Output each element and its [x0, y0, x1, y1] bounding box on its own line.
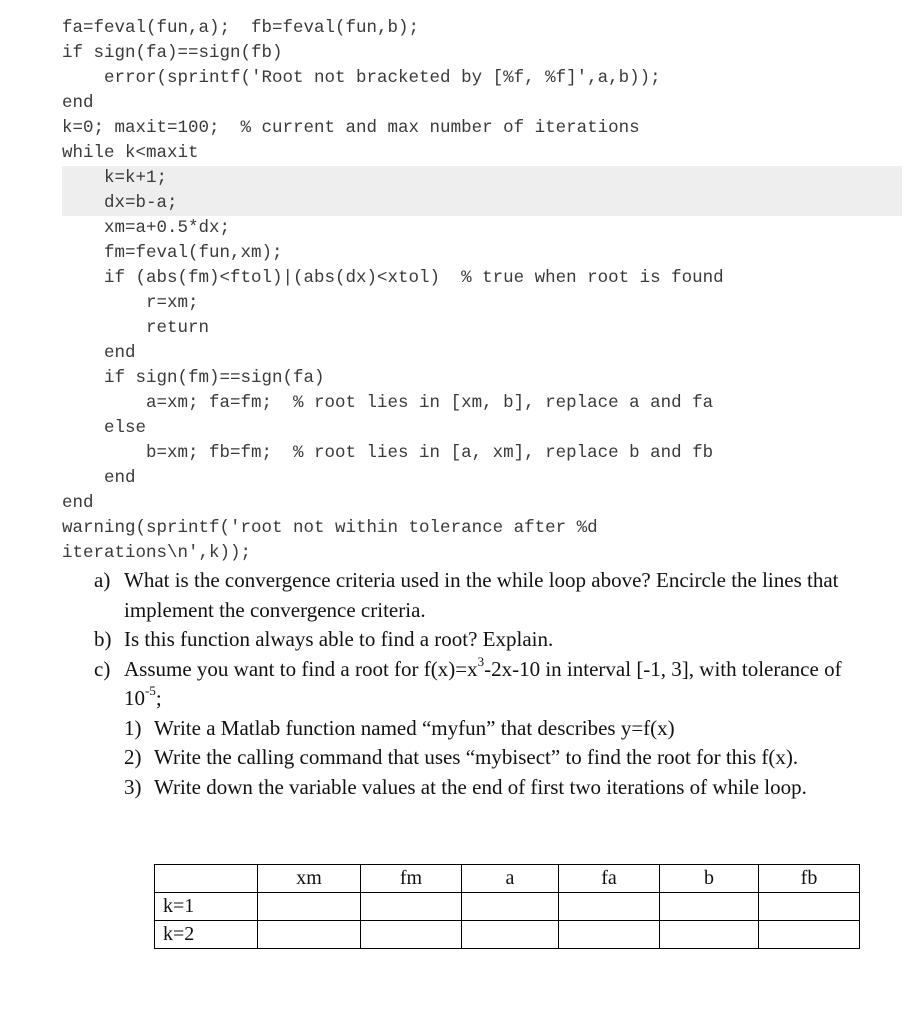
- question-text: Assume you want to find a root for f(x)=x: [124, 656, 478, 681]
- table-cell[interactable]: [660, 921, 759, 949]
- question-text: What is the convergence criteria used in the while loop above? Encircle the lines that implement the convergence criteria.: [124, 568, 839, 622]
- code-listing: [62, 16, 902, 566]
- question-a: [0, 566, 854, 625]
- code-line: end: [62, 493, 94, 513]
- table-header: fb: [759, 865, 860, 893]
- table-header: b: [660, 865, 759, 893]
- table-header: xm: [258, 865, 361, 893]
- exponent: -5: [145, 683, 156, 698]
- code-line: b=xm; fb=fm; % root lies in [a, xm], replace b and fb: [62, 443, 714, 463]
- sub-question-marker: 3): [124, 774, 142, 799]
- sub-question-marker: 1): [124, 715, 142, 740]
- code-line: warning(sprintf('root not within tolerance after %d: [62, 518, 598, 538]
- table-row-label: k=1: [155, 893, 258, 921]
- question-b: [0, 625, 854, 655]
- table-row-label: k=2: [155, 921, 258, 949]
- code-line: k=0; maxit=100; % current and max number of iterations: [62, 118, 640, 138]
- sub-question-text: Write the calling command that uses “mybisect” to find the root for this f(x).: [154, 745, 799, 769]
- table-cell[interactable]: [759, 921, 860, 949]
- code-line: fm=feval(fun,xm);: [62, 243, 283, 263]
- table-cell[interactable]: [462, 893, 559, 921]
- table-row: [155, 893, 860, 921]
- table-header: [155, 865, 258, 893]
- table-cell[interactable]: [462, 921, 559, 949]
- code-line: while k<maxit: [62, 143, 199, 163]
- code-line: if sign(fm)==sign(fa): [62, 368, 325, 388]
- table-cell[interactable]: [759, 893, 860, 921]
- code-line: end: [62, 468, 136, 488]
- code-line: dx=b-a;: [62, 191, 902, 216]
- sub-question-text: Write a Matlab function named “myfun” that describes y=f(x): [154, 715, 675, 740]
- table-header: fm: [361, 865, 462, 893]
- table-cell[interactable]: [559, 921, 660, 949]
- table-header: fa: [559, 865, 660, 893]
- table-cell[interactable]: [258, 921, 361, 949]
- table-cell[interactable]: [559, 893, 660, 921]
- code-line: fa=feval(fun,a); fb=feval(fun,b);: [62, 18, 420, 38]
- question-marker: a): [94, 568, 111, 592]
- table-row: [155, 921, 860, 949]
- question-c: [0, 655, 854, 714]
- question-text: Is this function always able to find a root? Explain.: [124, 627, 554, 651]
- code-line: end: [62, 343, 136, 363]
- sub-question-2: [0, 743, 854, 773]
- exponent: 3: [477, 653, 485, 669]
- question-text: ;: [155, 686, 162, 710]
- code-line: return: [62, 318, 210, 338]
- table-cell[interactable]: [361, 893, 462, 921]
- code-line: error(sprintf('Root not bracketed by [%f, %f]',a,b));: [62, 68, 661, 88]
- question-marker: b): [94, 627, 112, 651]
- table-header-row: [155, 865, 860, 893]
- iteration-table: [154, 864, 860, 949]
- code-line: xm=a+0.5*dx;: [62, 218, 231, 238]
- sub-question-1: [0, 714, 854, 744]
- code-line: k=k+1;: [62, 166, 902, 191]
- code-line: a=xm; fa=fm; % root lies in [xm, b], replace a and fa: [62, 393, 714, 413]
- code-line: if sign(fa)==sign(fb): [62, 43, 283, 63]
- question-text: -2x-10 in interval [-1, 3], with tolerance of 10: [124, 656, 842, 710]
- sub-question-3: [0, 773, 854, 803]
- code-line: end: [62, 93, 94, 113]
- sub-question-marker: 2): [124, 745, 142, 769]
- table-header: a: [462, 865, 559, 893]
- code-line: if (abs(fm)<ftol)|(abs(dx)<xtol) % true when root is found: [62, 268, 724, 288]
- sub-question-text: Write down the variable values at the end of first two iterations of while loop.: [154, 774, 807, 799]
- question-marker: c): [94, 656, 111, 681]
- table-cell[interactable]: [361, 921, 462, 949]
- question-list: [0, 566, 915, 802]
- table-cell[interactable]: [660, 893, 759, 921]
- code-line: else: [62, 418, 147, 438]
- code-line: iterations\n',k));: [62, 543, 252, 563]
- code-line: r=xm;: [62, 293, 199, 313]
- table-cell[interactable]: [258, 893, 361, 921]
